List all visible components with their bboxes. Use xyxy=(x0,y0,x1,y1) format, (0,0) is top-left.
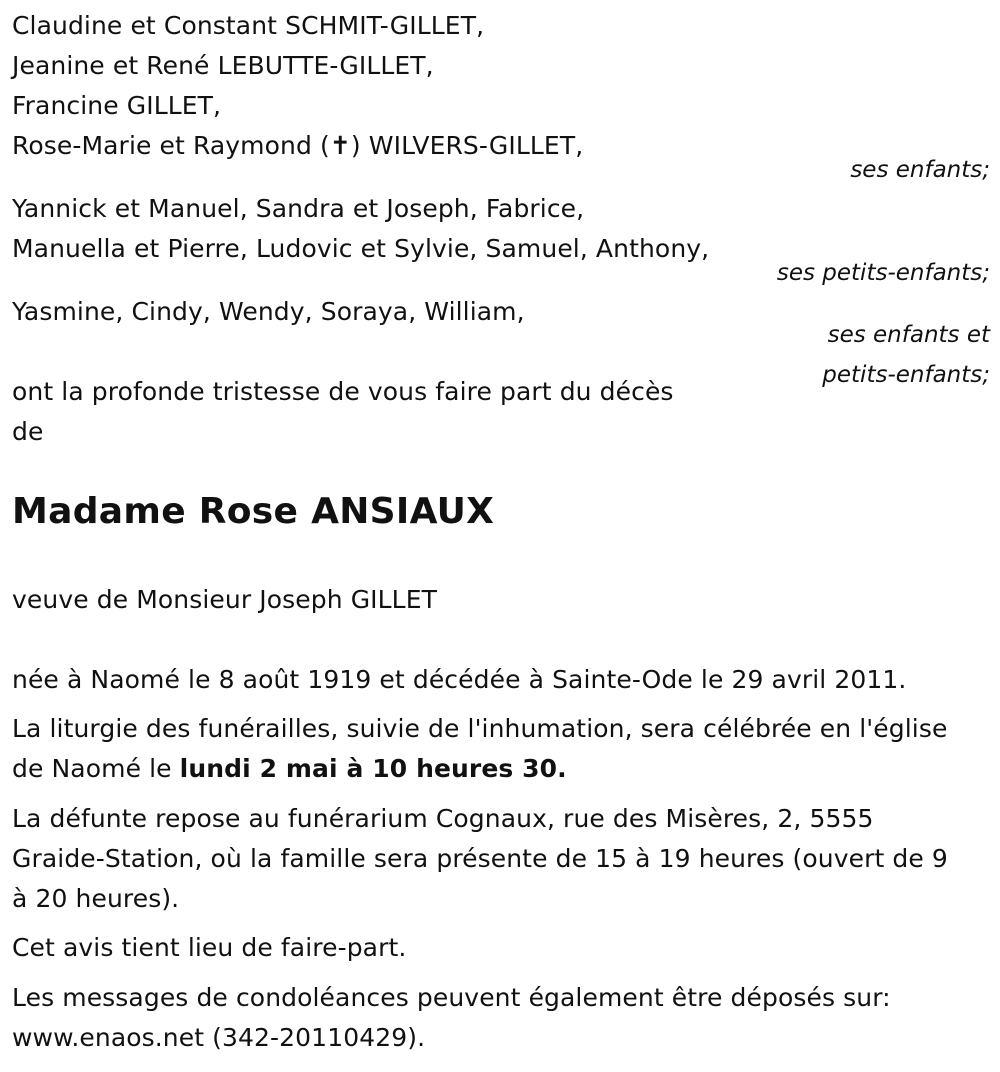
funeral-line-date xyxy=(12,749,567,789)
great-grandchildren-label: petits-enfants; xyxy=(822,362,990,388)
viewing-line: Graide-Station, où la famille sera présente de 15 à 19 heures (ouvert de 9 xyxy=(12,844,948,873)
grandchildren-line: Manuella et Pierre, Ludovic et Sylvie, Samuel, Anthony, xyxy=(12,234,710,263)
announcement-line: ont la profonde tristesse de vous faire part du décès xyxy=(12,377,674,406)
spouse-line: veuve de Monsieur Joseph GILLET xyxy=(12,585,437,614)
funeral-line: La liturgie des funérailles, suivie de l'inhumation, sera célébrée en l'église xyxy=(12,714,948,743)
condolences-link-line[interactable]: www.enaos.net (342-20110429). xyxy=(12,1023,426,1052)
deceased-name: Madame Rose ANSIAUX xyxy=(12,491,495,532)
condolences-line: Les messages de condoléances peuvent également être déposés sur: xyxy=(12,983,891,1012)
grandchildren-label: ses petits-enfants; xyxy=(776,260,990,286)
child-family-line: Claudine et Constant SCHMIT-GILLET, xyxy=(12,11,485,40)
notice-line: Cet avis tient lieu de faire-part. xyxy=(12,933,407,962)
funeral-date-time: lundi 2 mai à 10 heures 30. xyxy=(179,754,567,783)
child-family-line: Rose-Marie et Raymond (✝) WILVERS-GILLET, xyxy=(12,131,584,160)
viewing-line: La défunte repose au funérarium Cognaux, rue des Misères, 2, 5555 xyxy=(12,804,874,833)
funeral-location-text: de Naomé le xyxy=(12,754,180,783)
viewing-line: à 20 heures). xyxy=(12,884,180,913)
announcement-line: de xyxy=(12,417,44,446)
grandchildren-line: Yannick et Manuel, Sandra et Joseph, Fabrice, xyxy=(12,194,585,223)
child-family-line: Francine GILLET, xyxy=(12,91,222,120)
great-grandchildren-line: Yasmine, Cindy, Wendy, Soraya, William, xyxy=(12,297,525,326)
child-family-line: Jeanine et René LEBUTTE-GILLET, xyxy=(12,51,434,80)
birth-death-line: née à Naomé le 8 août 1919 et décédée à Sainte-Ode le 29 avril 2011. xyxy=(12,665,907,694)
great-grandchildren-label: ses enfants et xyxy=(827,322,990,348)
children-label: ses enfants; xyxy=(850,157,990,183)
